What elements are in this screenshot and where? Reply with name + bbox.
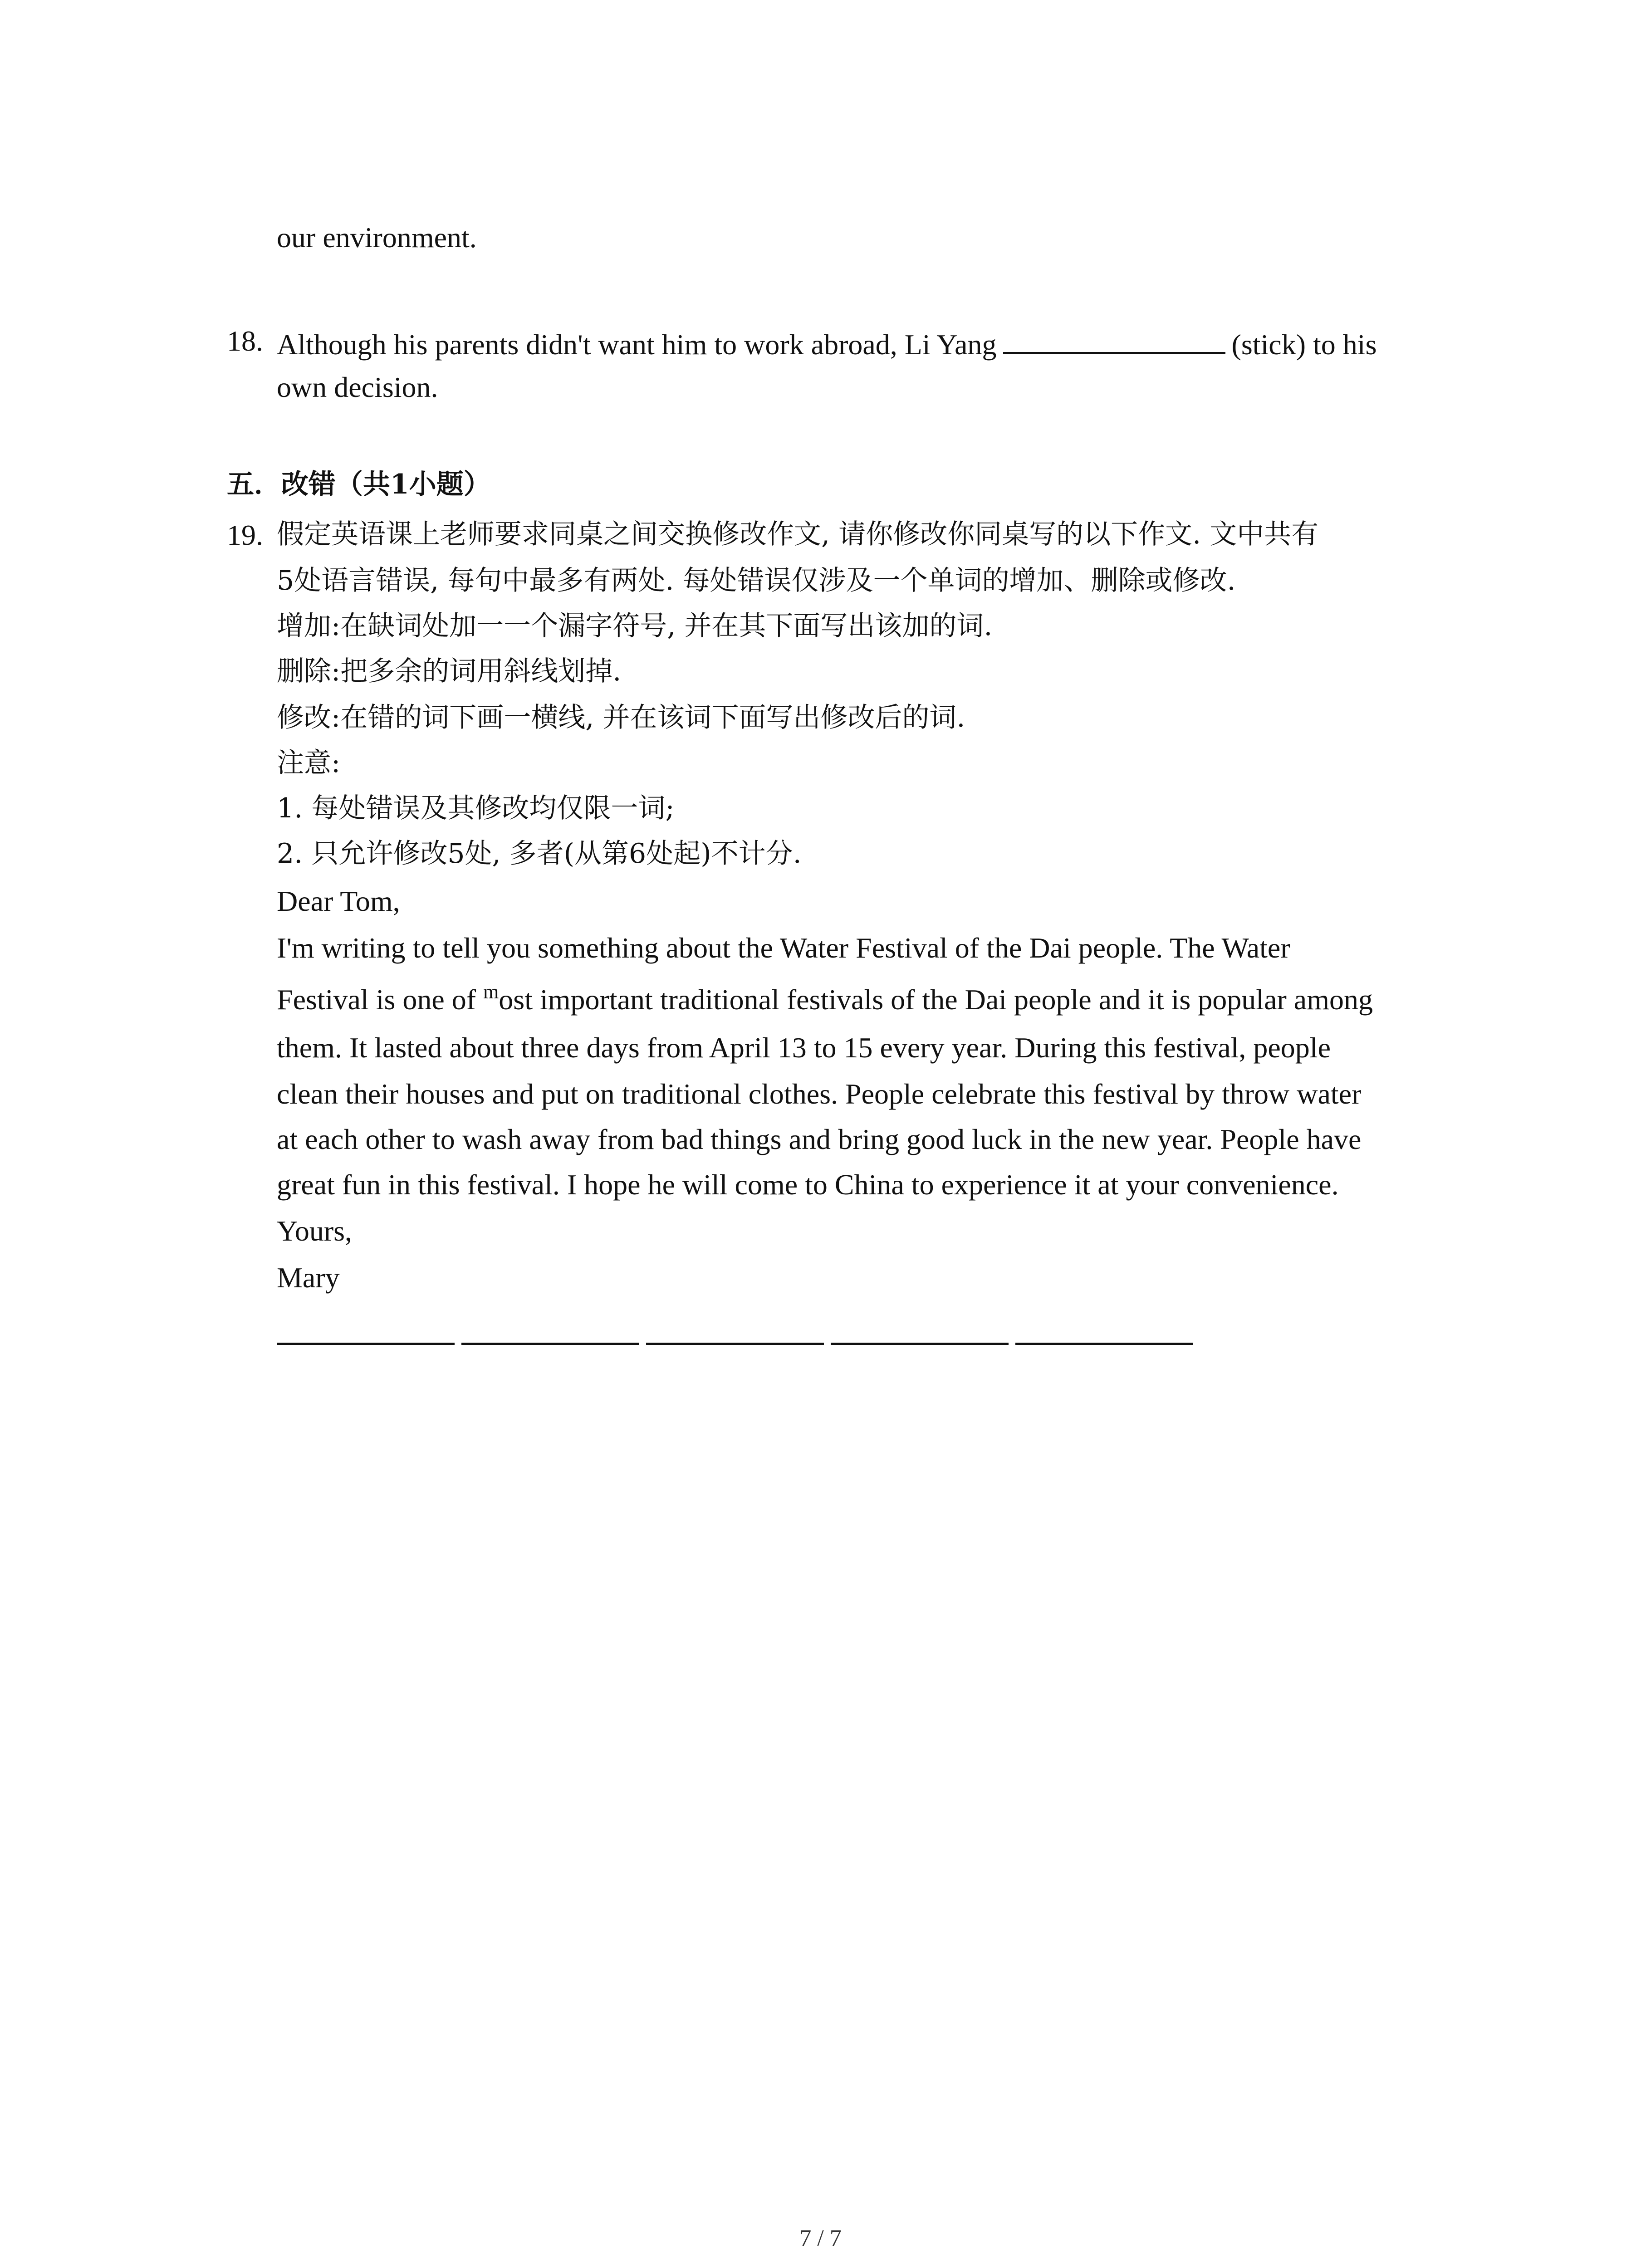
section-heading: 五．改错（共1小题） — [227, 469, 491, 500]
answer-line[interactable] — [831, 1343, 1009, 1345]
q19-instruction: 1. 每处错误及其修改均仅限一词; — [277, 792, 675, 824]
answer-line[interactable] — [461, 1343, 639, 1345]
q19-instruction: 2. 只允许修改5处, 多者(从第6处起)不计分. — [277, 838, 802, 870]
letter-line: great fun in this festival. I hope he will come to China to experience it at your convenience. — [277, 1168, 1339, 1201]
q18-number: 18. — [227, 325, 263, 357]
q19-instruction: 删除:把多余的词用斜线划掉. — [277, 655, 622, 687]
letter-superscript: m — [483, 981, 499, 1003]
q19-instruction: 增加:在缺词处加一一个漏字符号, 并在其下面写出该加的词. — [277, 610, 993, 642]
q18-text-after: (stick) to his — [1231, 328, 1377, 361]
letter-line: at each other to wash away from bad things and bring good luck in the new year. People have — [277, 1123, 1362, 1155]
q19-number: 19. — [227, 519, 263, 551]
q19-instruction: 5处语言错误, 每句中最多有两处. 每处错误仅涉及一个单词的增加、删除或修改. — [277, 565, 1236, 596]
q19-instruction: 注意: — [277, 747, 341, 779]
letter-text: Festival is one of — [277, 983, 484, 1016]
q18-text-before: Although his parents didn't want him to work abroad, Li Yang — [277, 328, 997, 361]
q18-line1 — [277, 327, 1376, 359]
letter-signature: Mary — [277, 1261, 340, 1294]
answer-line[interactable] — [277, 1343, 455, 1345]
letter-line: I'm writing to tell you something about the Water Festival of the Dai people. The Water — [277, 932, 1290, 964]
q17-tail: our environment. — [277, 221, 477, 254]
q18-answer-blank[interactable] — [1003, 327, 1225, 354]
letter-closing: Yours, — [277, 1215, 353, 1247]
letter-text: ost important traditional festivals of the Dai people and it is popular among — [499, 983, 1373, 1016]
letter-line: clean their houses and put on traditional clothes. People celebrate this festival by throw water — [277, 1078, 1362, 1110]
letter-line: them. It lasted about three days from April 13 to 15 every year. During this festival, people — [277, 1031, 1331, 1064]
letter-greeting: Dear Tom, — [277, 885, 400, 917]
letter-line — [277, 981, 1373, 1016]
answer-line[interactable] — [646, 1343, 824, 1345]
answer-line[interactable] — [1015, 1343, 1193, 1345]
q19-instruction: 假定英语课上老师要求同桌之间交换修改作文, 请你修改你同桌写的以下作文. 文中共有 — [277, 518, 1319, 550]
q18-line2: own decision. — [277, 371, 438, 403]
q19-instruction: 修改:在错的词下画一横线, 并在该词下面写出修改后的词. — [277, 702, 965, 733]
page-number: 7 / 7 — [799, 2225, 842, 2251]
